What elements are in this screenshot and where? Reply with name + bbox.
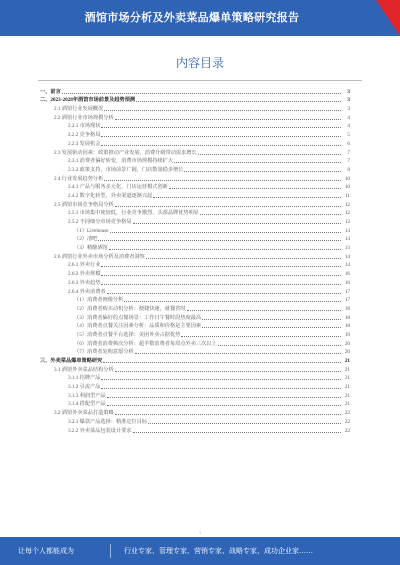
- toc-entry[interactable]: [40, 329, 350, 338]
- toc-entry-text: （4）消费者点餐关注因素分析：品质和价格是主要因素: [74, 323, 202, 330]
- toc-entry[interactable]: [40, 347, 350, 356]
- toc-leader-dots: [107, 292, 341, 294]
- toc-entry-page: 21: [344, 366, 350, 373]
- header-bar: [0, 0, 400, 36]
- toc-entry-text: 2.2.2 竞争格局: [68, 132, 101, 139]
- toc-entry-page: 16: [344, 279, 350, 286]
- toc-entry-page: 12: [344, 210, 350, 217]
- toc-leader-dots: [124, 300, 341, 302]
- toc-entry-page: 22: [344, 418, 350, 425]
- toc-entry[interactable]: [40, 216, 350, 225]
- toc-leader-dots: [169, 187, 341, 189]
- toc-leader-dots: [104, 179, 341, 181]
- footer-slogan-left: 让每个人都能成为: [18, 547, 74, 555]
- toc-entry[interactable]: [40, 112, 350, 121]
- footer-divider: [110, 544, 111, 558]
- toc-entry-text: 3.2.1 爆款产品选择：精准定位目标: [68, 418, 148, 425]
- toc-entry[interactable]: [40, 234, 350, 243]
- toc-entry[interactable]: [40, 260, 350, 269]
- toc-entry[interactable]: [40, 303, 350, 312]
- toc-entry-text: 2.2.1 市场现状: [68, 123, 101, 130]
- toc-entry[interactable]: [40, 173, 350, 182]
- toc-leader-dots: [133, 222, 341, 224]
- toc-entry[interactable]: [40, 416, 350, 425]
- toc-entry-page: 7: [347, 149, 350, 156]
- toc-entry-page: 8: [347, 166, 350, 173]
- toc-leader-dots: [202, 318, 341, 320]
- toc-leader-dots: [198, 153, 341, 155]
- toc-entry[interactable]: [40, 407, 350, 416]
- toc-entry-page: 21: [344, 392, 350, 399]
- toc-entry-page: 18: [344, 314, 350, 321]
- toc-entry[interactable]: [40, 312, 350, 321]
- toc-entry[interactable]: [40, 103, 350, 112]
- toc-leader-dots: [153, 196, 341, 198]
- toc-entry-text: 2.6.1 外卖行业: [68, 262, 101, 269]
- toc-leader-dots: [115, 413, 341, 415]
- toc-entry-page: 5: [347, 132, 350, 139]
- page-number: 1: [199, 530, 201, 535]
- toc-entry-page: 3: [347, 88, 350, 95]
- toc-leader-dots: [107, 396, 341, 398]
- toc-entry-page: 3: [347, 106, 350, 113]
- toc-entry-text: 2.4 行业发展趋势分析: [54, 175, 104, 182]
- toc-entry-text: 3.1.2 引流产品: [68, 384, 101, 391]
- toc-leader-dots: [115, 370, 341, 372]
- toc-entry-page: 21: [344, 384, 350, 391]
- toc-leader-dots: [109, 248, 341, 250]
- toc-entry-text: 2.4.1 产品与服务多元化，门店运营模式创新: [68, 184, 168, 191]
- toc-entry-text: （7）消费者复购意愿分析: [74, 349, 134, 356]
- toc-entry-page: 13: [344, 236, 350, 243]
- toc-leader-dots: [101, 274, 341, 276]
- toc-entry[interactable]: [40, 277, 350, 286]
- toc-entry-text: （6）消费者消费频次分析：超半数消费者每周点外卖三次以上: [74, 340, 217, 347]
- toc-entry-text: 2.2 酒馆行业市场规模分析: [54, 114, 114, 121]
- toc-leader-dots: [101, 283, 341, 285]
- toc-leader-dots: [218, 344, 341, 346]
- toc-entry-page: 22: [344, 427, 350, 434]
- toc-entry-text: 2.6 酒馆行业外卖市场分析及消费者洞察: [54, 253, 145, 260]
- toc-entry-page: 17: [344, 288, 350, 295]
- toc-leader-dots: [115, 205, 341, 207]
- toc-entry-page: 21: [344, 358, 350, 364]
- toc-entry-text: 2.3.1 消费者偏好转变，消费市场规模持续扩大: [68, 158, 174, 165]
- toc-entry[interactable]: [40, 286, 350, 295]
- toc-entry-text: （2）清吧: [74, 236, 98, 243]
- toc-entry-text: （3）消费者偏好的点餐场景：工作日午餐时段热度最高: [74, 314, 202, 321]
- toc-entry-text: 2.3.2 政策支持，市场前景广阔，门店数量稳步增长: [68, 166, 184, 173]
- toc-leader-dots: [103, 361, 341, 363]
- toc-entry[interactable]: [40, 138, 350, 147]
- toc-entry-page: 13: [344, 245, 350, 252]
- toc-entry-page: 18: [344, 323, 350, 330]
- toc-entry-text: 一、前言: [40, 88, 61, 95]
- toc-entry[interactable]: [40, 199, 350, 208]
- toc-entry-text: 3.1 酒馆外卖菜品结构分析: [54, 366, 114, 373]
- toc-leader-dots: [202, 326, 341, 328]
- toc-leader-dots: [115, 118, 341, 120]
- toc-leader-dots: [101, 135, 341, 137]
- toc-leader-dots: [107, 404, 341, 406]
- toc-divider: [38, 80, 362, 81]
- toc-leader-dots: [101, 387, 341, 389]
- toc-entry[interactable]: [40, 399, 350, 408]
- toc-leader-dots: [110, 231, 341, 233]
- toc-entry[interactable]: [40, 381, 350, 390]
- toc-entry-text: （1）消费者画像分析: [74, 297, 124, 304]
- toc-entry-text: 2.6.3 外卖趋势: [68, 279, 101, 286]
- toc-leader-dots: [146, 257, 341, 259]
- toc-entry-page: 4: [347, 114, 350, 121]
- toc-entry-page: 21: [344, 401, 350, 408]
- toc-entry-page: 19: [344, 331, 350, 338]
- toc-entry-page: 16: [344, 271, 350, 278]
- toc-entry[interactable]: [40, 129, 350, 138]
- toc-entry-text: （5）消费者点餐平台选择：美团外卖占据优势: [74, 331, 181, 338]
- toc-entry[interactable]: [40, 425, 350, 434]
- toc-entry[interactable]: [40, 182, 350, 191]
- toc-entry[interactable]: [40, 390, 350, 399]
- toc-entry[interactable]: [40, 373, 350, 382]
- toc-entry-text: 二、2023-2028年酒馆市场前景及趋势预测: [40, 97, 136, 104]
- toc-entry-text: （3）精酿酒馆: [74, 245, 108, 252]
- toc-leader-dots: [104, 109, 341, 111]
- report-title: 酒馆市场分析及外卖菜品爆单策略研究报告: [84, 11, 300, 24]
- toc-leader-dots: [133, 431, 341, 433]
- toc-entry[interactable]: [40, 164, 350, 173]
- toc-entry-page: 21: [344, 375, 350, 382]
- toc-entry[interactable]: [40, 251, 350, 260]
- toc-entry-page: 3: [347, 97, 350, 104]
- toc-entry-text: 2.4.2 数字化转型，外卖渠道逐渐兴起: [68, 192, 153, 199]
- table-of-contents: [40, 86, 350, 434]
- toc-entry-text: 2.3 发展驱动因素：政策推动产业发展，消费升级带动需求增长: [54, 149, 197, 156]
- toc-entry[interactable]: [40, 121, 350, 130]
- toc-leader-dots: [136, 100, 341, 102]
- toc-entry[interactable]: [40, 364, 350, 373]
- toc-entry[interactable]: [40, 147, 350, 156]
- toc-entry[interactable]: [40, 295, 350, 304]
- toc-entry[interactable]: [40, 338, 350, 347]
- toc-leader-dots: [101, 378, 341, 380]
- footer-bar: [0, 537, 400, 565]
- toc-entry-page: 12: [344, 219, 350, 225]
- toc-entry-text: 3.2 酒馆外卖菜品打造策略: [54, 410, 114, 417]
- toc-entry-text: 3.1.1 招牌产品: [68, 375, 101, 382]
- toc-entry-page: 20: [344, 340, 350, 347]
- toc-entry-text: 2.6.2 外卖规模: [68, 271, 101, 278]
- toc-entry-page: 4: [347, 123, 350, 130]
- toc-entry[interactable]: [40, 321, 350, 330]
- toc-entry[interactable]: [40, 225, 350, 234]
- toc-entry-page: 14: [344, 262, 350, 269]
- toc-entry-page: 13: [344, 227, 350, 234]
- toc-entry[interactable]: [40, 355, 350, 364]
- toc-entry-text: 3.1.4 搭配型产品: [68, 401, 106, 408]
- toc-entry[interactable]: [40, 86, 350, 95]
- toc-entry-text: 3.1.3 利润型产品: [68, 392, 106, 399]
- toc-leader-dots: [98, 239, 341, 241]
- toc-entry-page: 6: [347, 140, 350, 147]
- toc-entry[interactable]: [40, 156, 350, 165]
- toc-entry-page: 17: [344, 297, 350, 304]
- toc-leader-dots: [184, 170, 341, 172]
- toc-entry-text: 2.5.2 不同细分市场竞争格局: [68, 219, 132, 225]
- toc-entry-text: 2.5 酒馆市场竞争格局分析: [54, 201, 114, 208]
- toc-leader-dots: [101, 265, 341, 267]
- toc-entry-page: 20: [344, 349, 350, 356]
- toc-entry-page: 7: [347, 158, 350, 165]
- toc-entry-page: 10: [344, 175, 350, 182]
- toc-leader-dots: [200, 213, 341, 215]
- toc-leader-dots: [62, 92, 341, 94]
- toc-entry[interactable]: [40, 242, 350, 251]
- toc-entry-text: （1）Livehouse: [74, 227, 109, 234]
- toc-leader-dots: [101, 144, 341, 146]
- toc-leader-dots: [135, 352, 341, 354]
- toc-entry[interactable]: [40, 95, 350, 104]
- toc-entry-text: 2.1 酒馆行业发展概况: [54, 106, 104, 113]
- toc-leader-dots: [187, 309, 341, 311]
- toc-entry-page: 18: [344, 305, 350, 312]
- toc-entry[interactable]: [40, 208, 350, 217]
- toc-leader-dots: [101, 126, 341, 128]
- toc-entry-page: 12: [344, 201, 350, 208]
- toc-entry-page: 10: [344, 184, 350, 191]
- toc-entry-text: 2.5.1 市场集中度较低，行业竞争激烈，头部品牌优势明显: [68, 210, 199, 217]
- toc-heading: 内容目录: [175, 56, 224, 70]
- toc-leader-dots: [148, 422, 341, 424]
- toc-entry-text: 2.6.4 外卖消费者: [68, 288, 106, 295]
- footer-slogan-right: 行业专家、管理专家、营销专家、战略专家、成功企业家……: [124, 547, 313, 555]
- toc-entry[interactable]: [40, 268, 350, 277]
- toc-entry-page: 14: [344, 253, 350, 260]
- toc-entry-text: 三、外卖菜品爆单策略研究: [40, 358, 103, 364]
- toc-entry-text: 2.2.3 发展机会: [68, 140, 101, 147]
- toc-entry-page: 22: [344, 410, 350, 417]
- toc-entry[interactable]: [40, 190, 350, 199]
- toc-leader-dots: [181, 335, 341, 337]
- toc-entry-text: （2）消费者购买动机分析：便捷快速，就餐省时: [74, 305, 186, 312]
- toc-entry-text: 3.2.2 外卖菜品包装设计要求: [68, 427, 132, 434]
- toc-leader-dots: [174, 161, 341, 163]
- toc-entry-page: 11: [345, 192, 350, 199]
